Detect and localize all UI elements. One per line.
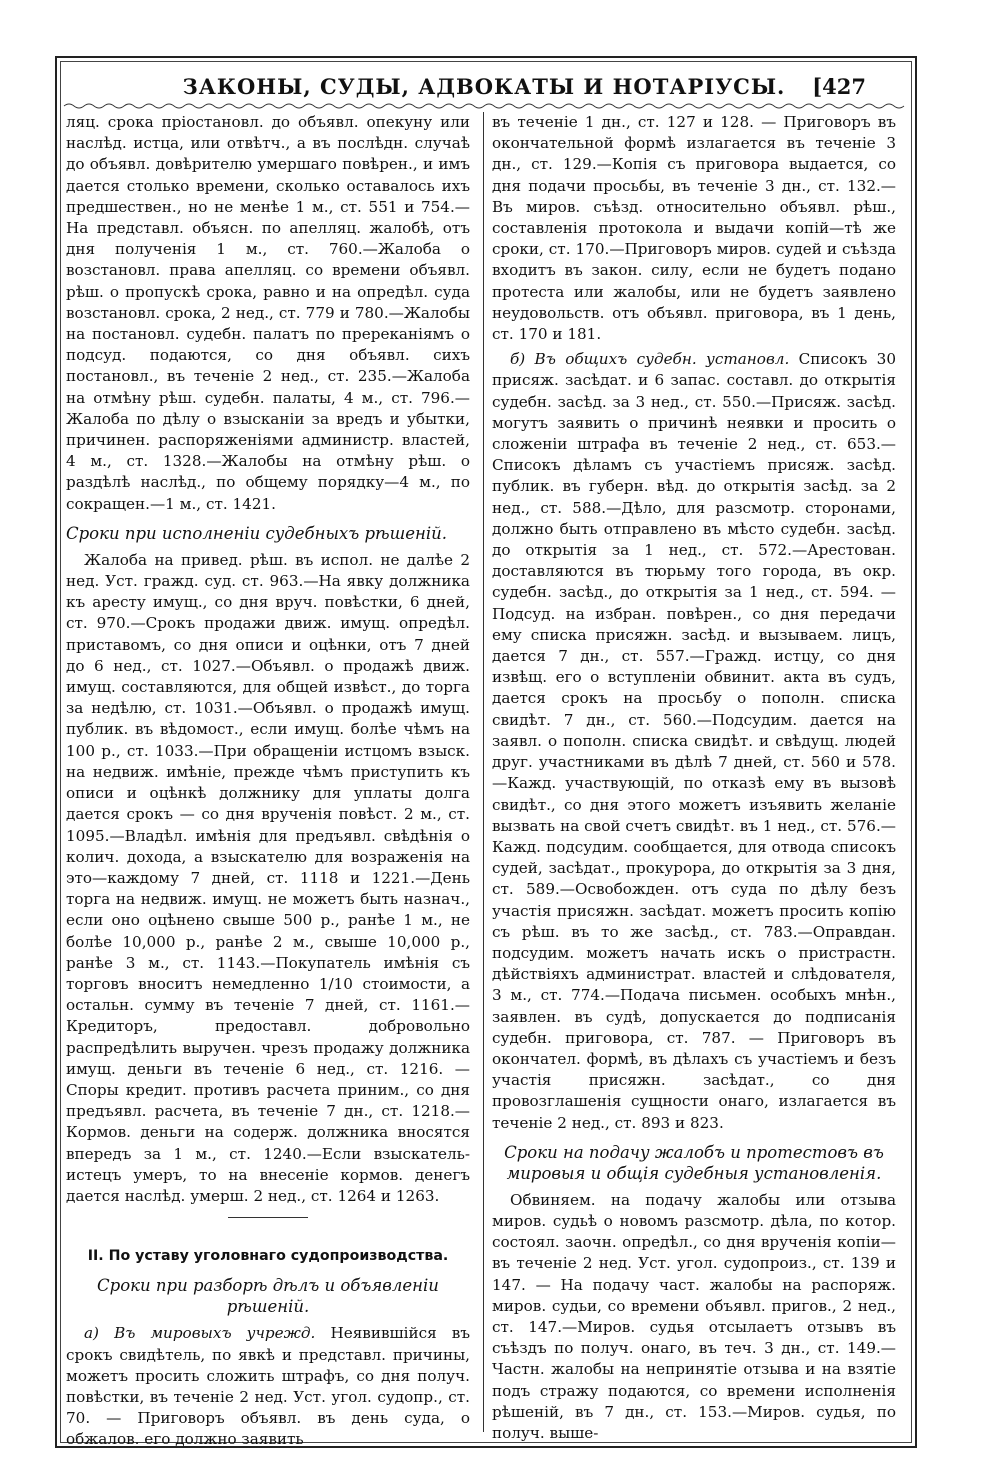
page-number: [427 bbox=[812, 74, 866, 99]
left-paragraph-1: ляц. срока пріостановл. до объявл. опекуну или наслѣд. истца, или отвѣтч., а въ послѣдн. случаѣ до объявл. довѣрителю умершаго повѣрен., и имъ дается столько времени, сколько оставалось ихъ предшествен., но не менѣе 1 м., ст. 551 и 754.—На представл. объясн. по апелляц. жалобѣ, отъ дня полученія 1 м., ст. 760.—Жалоба о возстановл. права апелляц. со времени объявл. рѣш. о пропускѣ срока, равно и на опредѣл. суда возстановл. срока, 2 нед., ст. 779 и 780.—Жалобы на постановл. судебн. палатъ по пререканіямъ о подсуд. подаются, со дня объявл. сихъ постановл., въ теченіе 2 нед., ст. 235.—Жалоба на отмѣну рѣш. судебн. палаты, 4 м., ст. 796.—Жалоба по дѣлу о взысканіи за вредъ и убытки, причинен. распоряженіями админиcтр. властей, 4 м., ст. 1328.—Жалобы на отмѣну рѣш. о раздѣлѣ наслѣд., по общему порядку—4 м., по сокращен.—1 м., ст. 1421. bbox=[66, 113, 470, 513]
right-paragraph-3: Обвиняем. на подачу жалобы или отзыва миров. судьѣ о новомъ разсмотр. дѣла, по котор. состоял. заочн. опредѣл., со дня врученія копіи—въ теченіе 2 нед. Уст. угол. судопроиз., ст. 139 и 147. — На подачу част. жалобы на распоряж. миров. судьи, со времени объявл. пригов., 2 нед., ст. 147.—Миров. судья отсылаетъ отзывъ въ съѣздъ по получ. онаго, въ теч. 3 дн., ст. 149.—Частн. жалобы на непринятіе отзыва и на взятіе подъ стражу подаются, со времени исполненія рѣшеній, въ 7 дн., ст. 153.—Миров. судья, по получ. выше- bbox=[492, 1190, 896, 1442]
subheading-a: а) Въ мировыхъ учрежд. bbox=[84, 1324, 316, 1343]
running-title: ЗАКОНЫ, СУДЫ, АДВОКАТЫ И НОТАРІУСЫ. bbox=[182, 74, 786, 99]
right-paragraph-1: въ теченіе 1 дн., ст. 127 и 128. — Приговоръ въ окончательной формѣ излагается въ теченіе 3 дн., ст. 129.—Копія съ приговора выдается, со дня подачи просьбы, въ теченіе 3 дн., ст. 132.—Въ миров. съѣзд. относительно объявл. рѣш., составленія протокола и выдачи копій—тѣ же сроки, ст. 170.—Приговоръ миров. судей и съѣзда входитъ въ закон. силу, если не будетъ подано протеста или жалобы, или не будетъ заявлено неудовольств. отъ объявл. приговора, въ 1 день, ст. 170 и 181. bbox=[492, 113, 896, 344]
subheading-b: б) Въ общихъ судебн. установл. bbox=[510, 350, 790, 369]
running-header bbox=[62, 68, 906, 104]
section-heading-execution: Сроки при исполненіи судебныхъ рѣшеній. bbox=[66, 523, 447, 543]
left-paragraph-2: Жалоба на привед. рѣш. въ испол. не далѣе 2 нед. Уст. гражд. суд. ст. 963.—На явку должника къ аресту имущ., со дня вруч. повѣстки, 6 дней, ст. 970.—Срокъ продажи движ. имущ. опредѣл. приставомъ, со дня описи и оцѣнки, отъ 7 дней до 6 нед., ст. 1027.—Объявл. о продажѣ движ. имущ. составляются, для общей извѣст., до торга за недѣлю, ст. 1031.—Объявл. о продажѣ имущ. публик. въ вѣдомост., если имущ. болѣе чѣмъ на 100 р., ст. 1033.—При обращеніи истцомъ взыск. на недвиж. имѣніе, прежде чѣмъ приступить къ описи и оцѣнкѣ должнику для уплаты долга дается срокъ — со дня врученія повѣст. 2 м., ст. 1095.—Владѣл. имѣнія для предъявл. свѣдѣнія о колич. дохода, а взыскателю для возраженія на это—каждому 7 дней, ст. 1118 и 1221.—День торга на недвиж. имущ. не можетъ быть назнач., если оно оцѣнено свыше 500 р., ранѣе 1 м., не болѣе 10,000 р., ранѣе 2 м., свыше 10,000 р., ранѣе 3 м., ст. 1143.—Покупатель имѣнія съ торговъ вноситъ немедленно 1/10 стоимости, а остальн. сумму въ теченіе 7 дней, ст. 1161.—Кредиторъ, предоставл. добровольно распредѣлить выручен. чрезъ продажу должника имущ. деньги въ теченіе 6 нед., ст. 1216. — Споры кредит. противъ расчета приним., со дня предъявл. расчета, въ теченіе 7 дн., ст. 1218.—Кормов. деньги на содерж. должника вносятся впередъ за 1 м., ст. 1240.—Если взыскатель-истецъ умеръ, то на внесеніе кормов. денегъ дается наслѣд. умерш. 2 нед., ст. 1264 и 1263. bbox=[66, 550, 470, 1205]
left-paragraph-3-text: Неявившійся въ срокъ свидѣтель, по явкѣ и представл. причины, можетъ просить сложить штрафъ, со дня получ. повѣстки, въ теченіе 2 нед. Уст. угол. судопр., ст. 70. — Приговоръ объявл. въ день суда, о обжалов. его должно заявить bbox=[66, 1324, 470, 1449]
wavy-rule bbox=[64, 102, 904, 110]
right-paragraph-2 bbox=[492, 349, 896, 1134]
left-column bbox=[66, 112, 470, 1449]
part-heading-criminal: II. По уставу уголовнаго судопроизводства. bbox=[87, 1248, 449, 1265]
short-rule bbox=[228, 1217, 308, 1218]
section-heading-appeals: Сроки на подачу жалобъ и протестовъ въ мировыя и общія судебныя установленія. bbox=[504, 1142, 884, 1183]
right-column bbox=[492, 112, 896, 1442]
column-divider bbox=[483, 112, 484, 1432]
right-paragraph-2-text: Списокъ 30 присяж. засѣдат. и 6 запас. составл. до открытія судебн. засѣд. за 3 нед., ст. 550.—Присяж. засѣд. могутъ заявить о причинѣ неявки и просить о сложеніи штрафа въ теченіе 2 нед., ст. 653.—Списокъ дѣламъ съ участіемъ присяж. засѣд. публик. въ губерн. вѣд. до открытія засѣд. за 2 нед., ст. 588.—Дѣло, для разсмотр. сторонами, должно быть отправлено въ мѣсто судебн. засѣд. до открытія за 1 нед., ст. 572.—Арестован. доставляются въ тюрьму того города, въ окр. судебн. засѣд., до открытія за 1 нед., ст. 594. —Подсуд. на избран. повѣрен., со дня передачи ему списка присяжн. засѣд. и вызываем. лицъ, дается 7 дн., ст. 557.—Гражд. истцу, со дня извѣщ. его о вступленіи обвинит. акта въ судъ, дается срокъ на просьбу о пополн. списка свидѣт. 7 дн., ст. 560.—Подсудим. дается на заявл. о пополн. списка свидѣт. и свѣдущ. людей друг. участниками въ дѣлѣ 7 дней, ст. 560 и 578.—Кажд. участвующій, по отказѣ ему въ вызовѣ свидѣт., со дня этого можетъ изъявить желаніе вызвать на свой счетъ свидѣт. въ 1 нед., ст. 576.—Кажд. подсудим. сообщается, для отвода списокъ судей, засѣдат., прокурора, до открытія за 3 дня, ст. 589.—Освобожден. отъ суда по дѣлу безъ участія присяжн. засѣдат. можетъ просить копію съ рѣш. въ то же засѣд., ст. 783.—Оправдан. подсудим. можетъ начать искъ о пристрастн. дѣйствіяхъ администрат. властей и слѣдователя, 3 м., ст. 774.—Подача письмен. особыхъ мнѣн., заявлен. въ судѣ, допускается до подписанія судебн. приговора, ст. 787. — Приговоръ въ окончател. формѣ, въ дѣлахъ съ участіемъ и безъ участія присяжн. засѣдат., со дня провозглашенія сущности онаго, излагается въ теченіе 2 нед., ст. 893 и 823. bbox=[492, 350, 896, 1132]
left-paragraph-3 bbox=[66, 1323, 470, 1450]
section-heading-trial: Сроки при разборѣ дѣлъ и объявленіи рѣшеній. bbox=[97, 1276, 439, 1317]
